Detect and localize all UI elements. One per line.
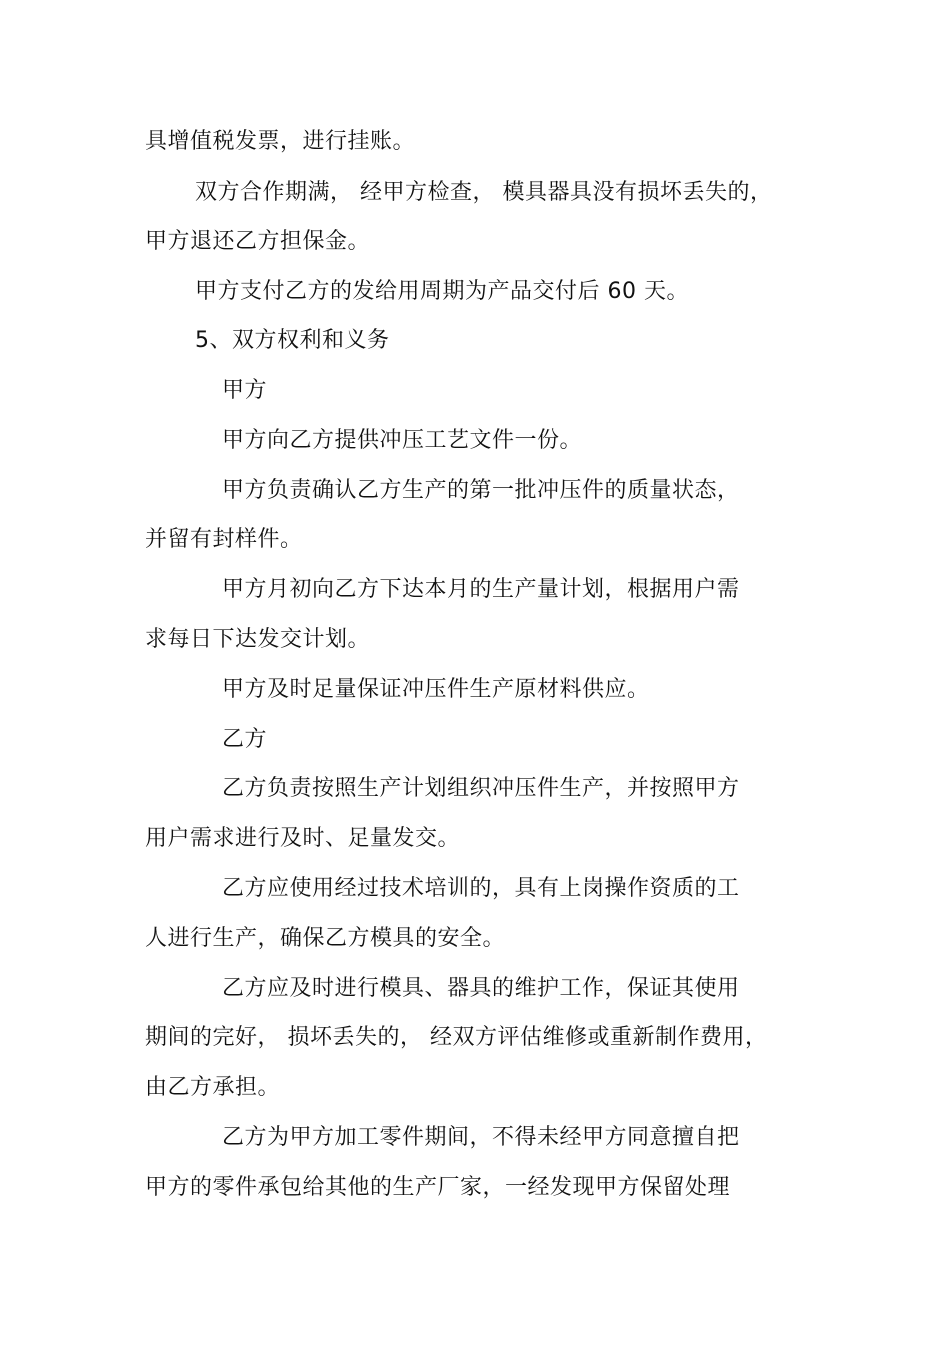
- text-line-7: 甲方向乙方提供冲压工艺文件一份。: [222, 428, 583, 453]
- text-line-16: 乙方应使用经过技术培训的，具有上岗操作资质的工: [222, 876, 740, 901]
- text-line-9: 并留有封样件。: [145, 527, 303, 552]
- text-line-3: 甲方退还乙方担保金。: [145, 229, 371, 254]
- text-line-2: 双方合作期满， 经甲方检查， 模具器具没有损坏丢失的，: [195, 180, 773, 205]
- section-heading: 5、双方权利和义务: [195, 328, 390, 353]
- text-line-21: 乙方为甲方加工零件期间，不得未经甲方同意擅自把: [222, 1125, 740, 1150]
- text-line-18: 乙方应及时进行模具、器具的维护工作，保证其使用: [222, 976, 740, 1001]
- text-line-22: 甲方的零件承包给其他的生产厂家，一经发现甲方保留处理: [145, 1175, 731, 1200]
- text-line-19: 期间的完好， 损坏丢失的， 经双方评估维修或重新制作费用，: [145, 1025, 768, 1050]
- text-line-15: 用户需求进行及时、足量发交。: [145, 826, 461, 851]
- text-line-10: 甲方月初向乙方下达本月的生产量计划，根据用户需: [222, 577, 740, 602]
- text-line-17: 人进行生产，确保乙方模具的安全。: [145, 926, 506, 951]
- text-line-20: 由乙方承担。: [145, 1075, 281, 1100]
- text-line-4: 甲方支付乙方的发给用周期为产品交付后 60 天。: [195, 279, 689, 304]
- text-line-8: 甲方负责确认乙方生产的第一批冲压件的质量状态，: [222, 478, 740, 503]
- party-a-heading: 甲方: [222, 378, 268, 403]
- text-line-12: 甲方及时足量保证冲压件生产原材料供应。: [222, 677, 650, 702]
- text-line-11: 求每日下达发交计划。: [145, 627, 371, 652]
- text-line-1: 具增值税发票，进行挂账。: [145, 129, 416, 154]
- text-line-14: 乙方负责按照生产计划组织冲压件生产，并按照甲方: [222, 776, 740, 801]
- party-b-heading: 乙方: [222, 727, 268, 752]
